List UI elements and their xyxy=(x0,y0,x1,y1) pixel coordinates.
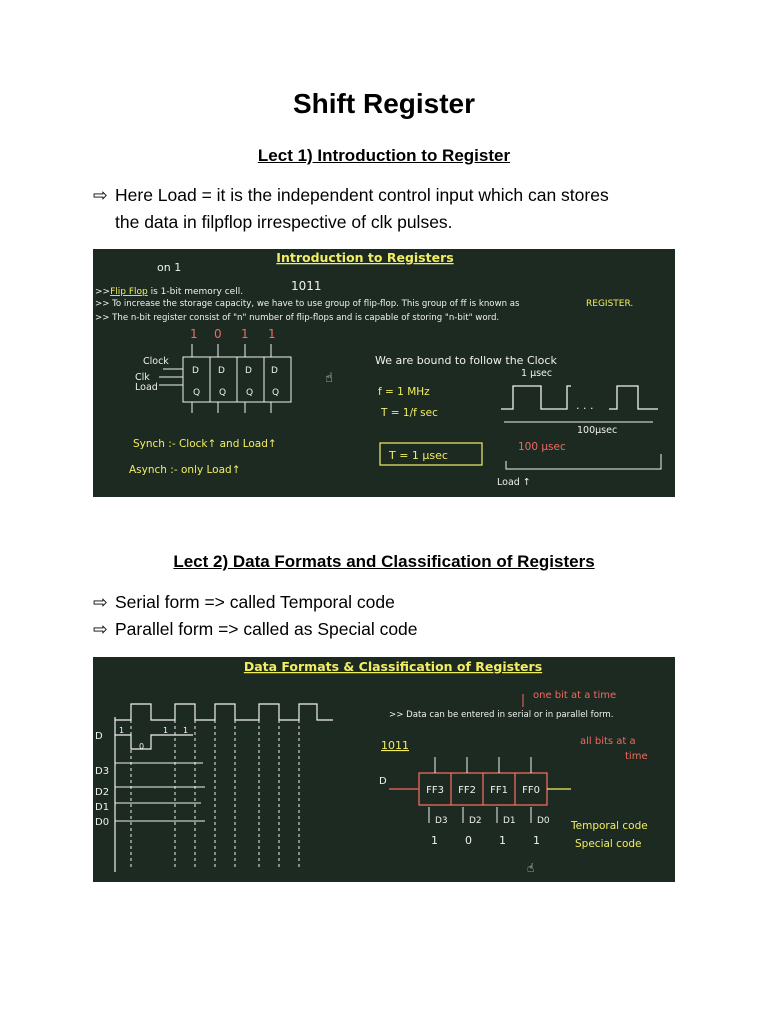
parallel-output-arrows xyxy=(429,757,531,823)
board1-drawing xyxy=(93,249,675,497)
lect2-bullets xyxy=(93,589,418,643)
ff-bit-label: 1 xyxy=(190,327,198,341)
ff-d-label: D xyxy=(218,366,225,376)
lect2-heading: Lect 2) Data Formats and Classification of Registers xyxy=(173,552,595,571)
synch-note: Synch :- Clock↑ and Load↑ xyxy=(133,438,277,450)
board2-drawing xyxy=(93,657,675,882)
ff-bit-label: 1 xyxy=(241,327,249,341)
temporal-code-note: Temporal code xyxy=(571,820,648,832)
ff-q-label: Q xyxy=(246,388,254,398)
ff-value: 1 xyxy=(499,834,506,847)
out-label: D2 xyxy=(469,816,482,826)
ff-value: 1 xyxy=(533,834,540,847)
d-bit-1: 1 xyxy=(119,726,125,735)
load-lower-label: Load ↑ xyxy=(497,477,531,488)
ff-d-label: D xyxy=(245,366,252,376)
one-us-label: 1 μsec xyxy=(521,368,553,379)
ff-label: FF3 xyxy=(426,785,444,796)
data-entry-line: >> Data can be entered in serial or in parallel form. xyxy=(389,710,614,720)
out-label: D1 xyxy=(503,816,516,826)
bound-note: We are bound to follow the Clock xyxy=(375,354,557,367)
period-box-label: T = 1 μsec xyxy=(389,449,448,462)
row-label: D3 xyxy=(95,766,110,777)
lect1-bullet-line1: Here Load = it is the independent control input which can stores xyxy=(115,185,609,205)
lect2-bullet-1: ⇨ Serial form => called Temporal code xyxy=(93,589,418,616)
d-bit-1b: 1 xyxy=(163,726,169,735)
time-note: time xyxy=(625,751,648,762)
d-input-label: D xyxy=(379,776,387,787)
ff-bit-label: 1 xyxy=(268,327,276,341)
clk-label: Clk xyxy=(135,372,150,383)
clock-waveform xyxy=(501,386,571,409)
board1-line1: >>Flip Flop is 1-bit memory cell. xyxy=(95,287,244,297)
out-label: D0 xyxy=(537,816,550,826)
register-traces xyxy=(115,763,205,821)
lecture-board-2 xyxy=(93,657,675,882)
lect1-heading: Lect 1) Introduction to Register xyxy=(257,146,511,165)
board1-bits-top: 1011 xyxy=(291,279,322,293)
frequency-note: f = 1 MHz xyxy=(378,386,430,398)
hundred-us-label: 100μsec xyxy=(577,425,618,436)
board1-on-label: on 1 xyxy=(157,261,182,274)
lecture-board-1 xyxy=(93,249,675,497)
ff-label: FF2 xyxy=(458,785,476,796)
row-label: D2 xyxy=(95,787,110,798)
ff-value: 0 xyxy=(465,834,472,847)
page-title: Shift Register xyxy=(292,88,476,119)
register-block xyxy=(159,344,291,413)
ff-value: 1 xyxy=(431,834,438,847)
lect2-bullet-2: ⇨ Parallel form => called as Special code xyxy=(93,616,418,643)
row-label: D xyxy=(95,731,103,742)
load-label: Load xyxy=(135,382,158,393)
ff-d-label: D xyxy=(271,366,278,376)
d-bit-0: 0 xyxy=(139,742,145,751)
ff-q-label: Q xyxy=(219,388,227,398)
ellipsis-label: . . . xyxy=(576,399,594,412)
period-note: T = 1/f sec xyxy=(381,407,438,419)
ff-d-label: D xyxy=(192,366,199,376)
d-bit-1c: 1 xyxy=(183,726,189,735)
arrow-icon: ⇨ xyxy=(93,592,108,612)
hundred-us-red-label: 100 μsec xyxy=(518,441,566,453)
one-bit-note: one bit at a time xyxy=(533,690,617,701)
cursor-icon: ☝ xyxy=(325,371,333,386)
row-label: D1 xyxy=(95,802,110,813)
ff-q-label: Q xyxy=(272,388,280,398)
clock-label: Clock xyxy=(143,356,169,367)
special-code-note: Special code xyxy=(575,838,642,850)
board1-line2: >> To increase the storage capacity, we have to use group of flip-flop. This group of ff is known as xyxy=(95,299,520,309)
lect1-bullet-line2: the data in filpflop irrespective of clk pulses. xyxy=(115,212,453,232)
board2-clock-waveform xyxy=(115,704,333,720)
clock-waveform-end xyxy=(609,386,658,409)
asynch-note: Asynch :- only Load↑ xyxy=(129,464,241,476)
ff-bit-label: 0 xyxy=(214,327,222,341)
load-bracket xyxy=(506,454,661,469)
d-waveform xyxy=(115,735,193,749)
board2-time-grid xyxy=(131,720,299,867)
all-bits-note: all bits at a xyxy=(580,736,636,747)
ff-q-label: Q xyxy=(193,388,201,398)
out-label: D3 xyxy=(435,816,448,826)
board1-title: Introduction to Registers xyxy=(276,250,454,265)
board1-register-word: REGISTER. xyxy=(586,299,634,309)
ff-label: FF1 xyxy=(490,785,508,796)
arrow-icon: ⇨ xyxy=(93,185,108,205)
arrow-icon: ⇨ xyxy=(93,619,108,639)
ff-label: FF0 xyxy=(522,785,540,796)
board2-title: Data Formats & Classification of Registers xyxy=(243,659,543,674)
lect1-bullet xyxy=(93,182,609,236)
row-label: D0 xyxy=(95,817,110,828)
cursor-icon: ☝ xyxy=(527,861,535,875)
board1-line3: >> The n-bit register consist of "n" number of flip-flops and is capable of storing "n-bit" word. xyxy=(95,313,500,323)
bits-label: 1011 xyxy=(381,739,409,752)
